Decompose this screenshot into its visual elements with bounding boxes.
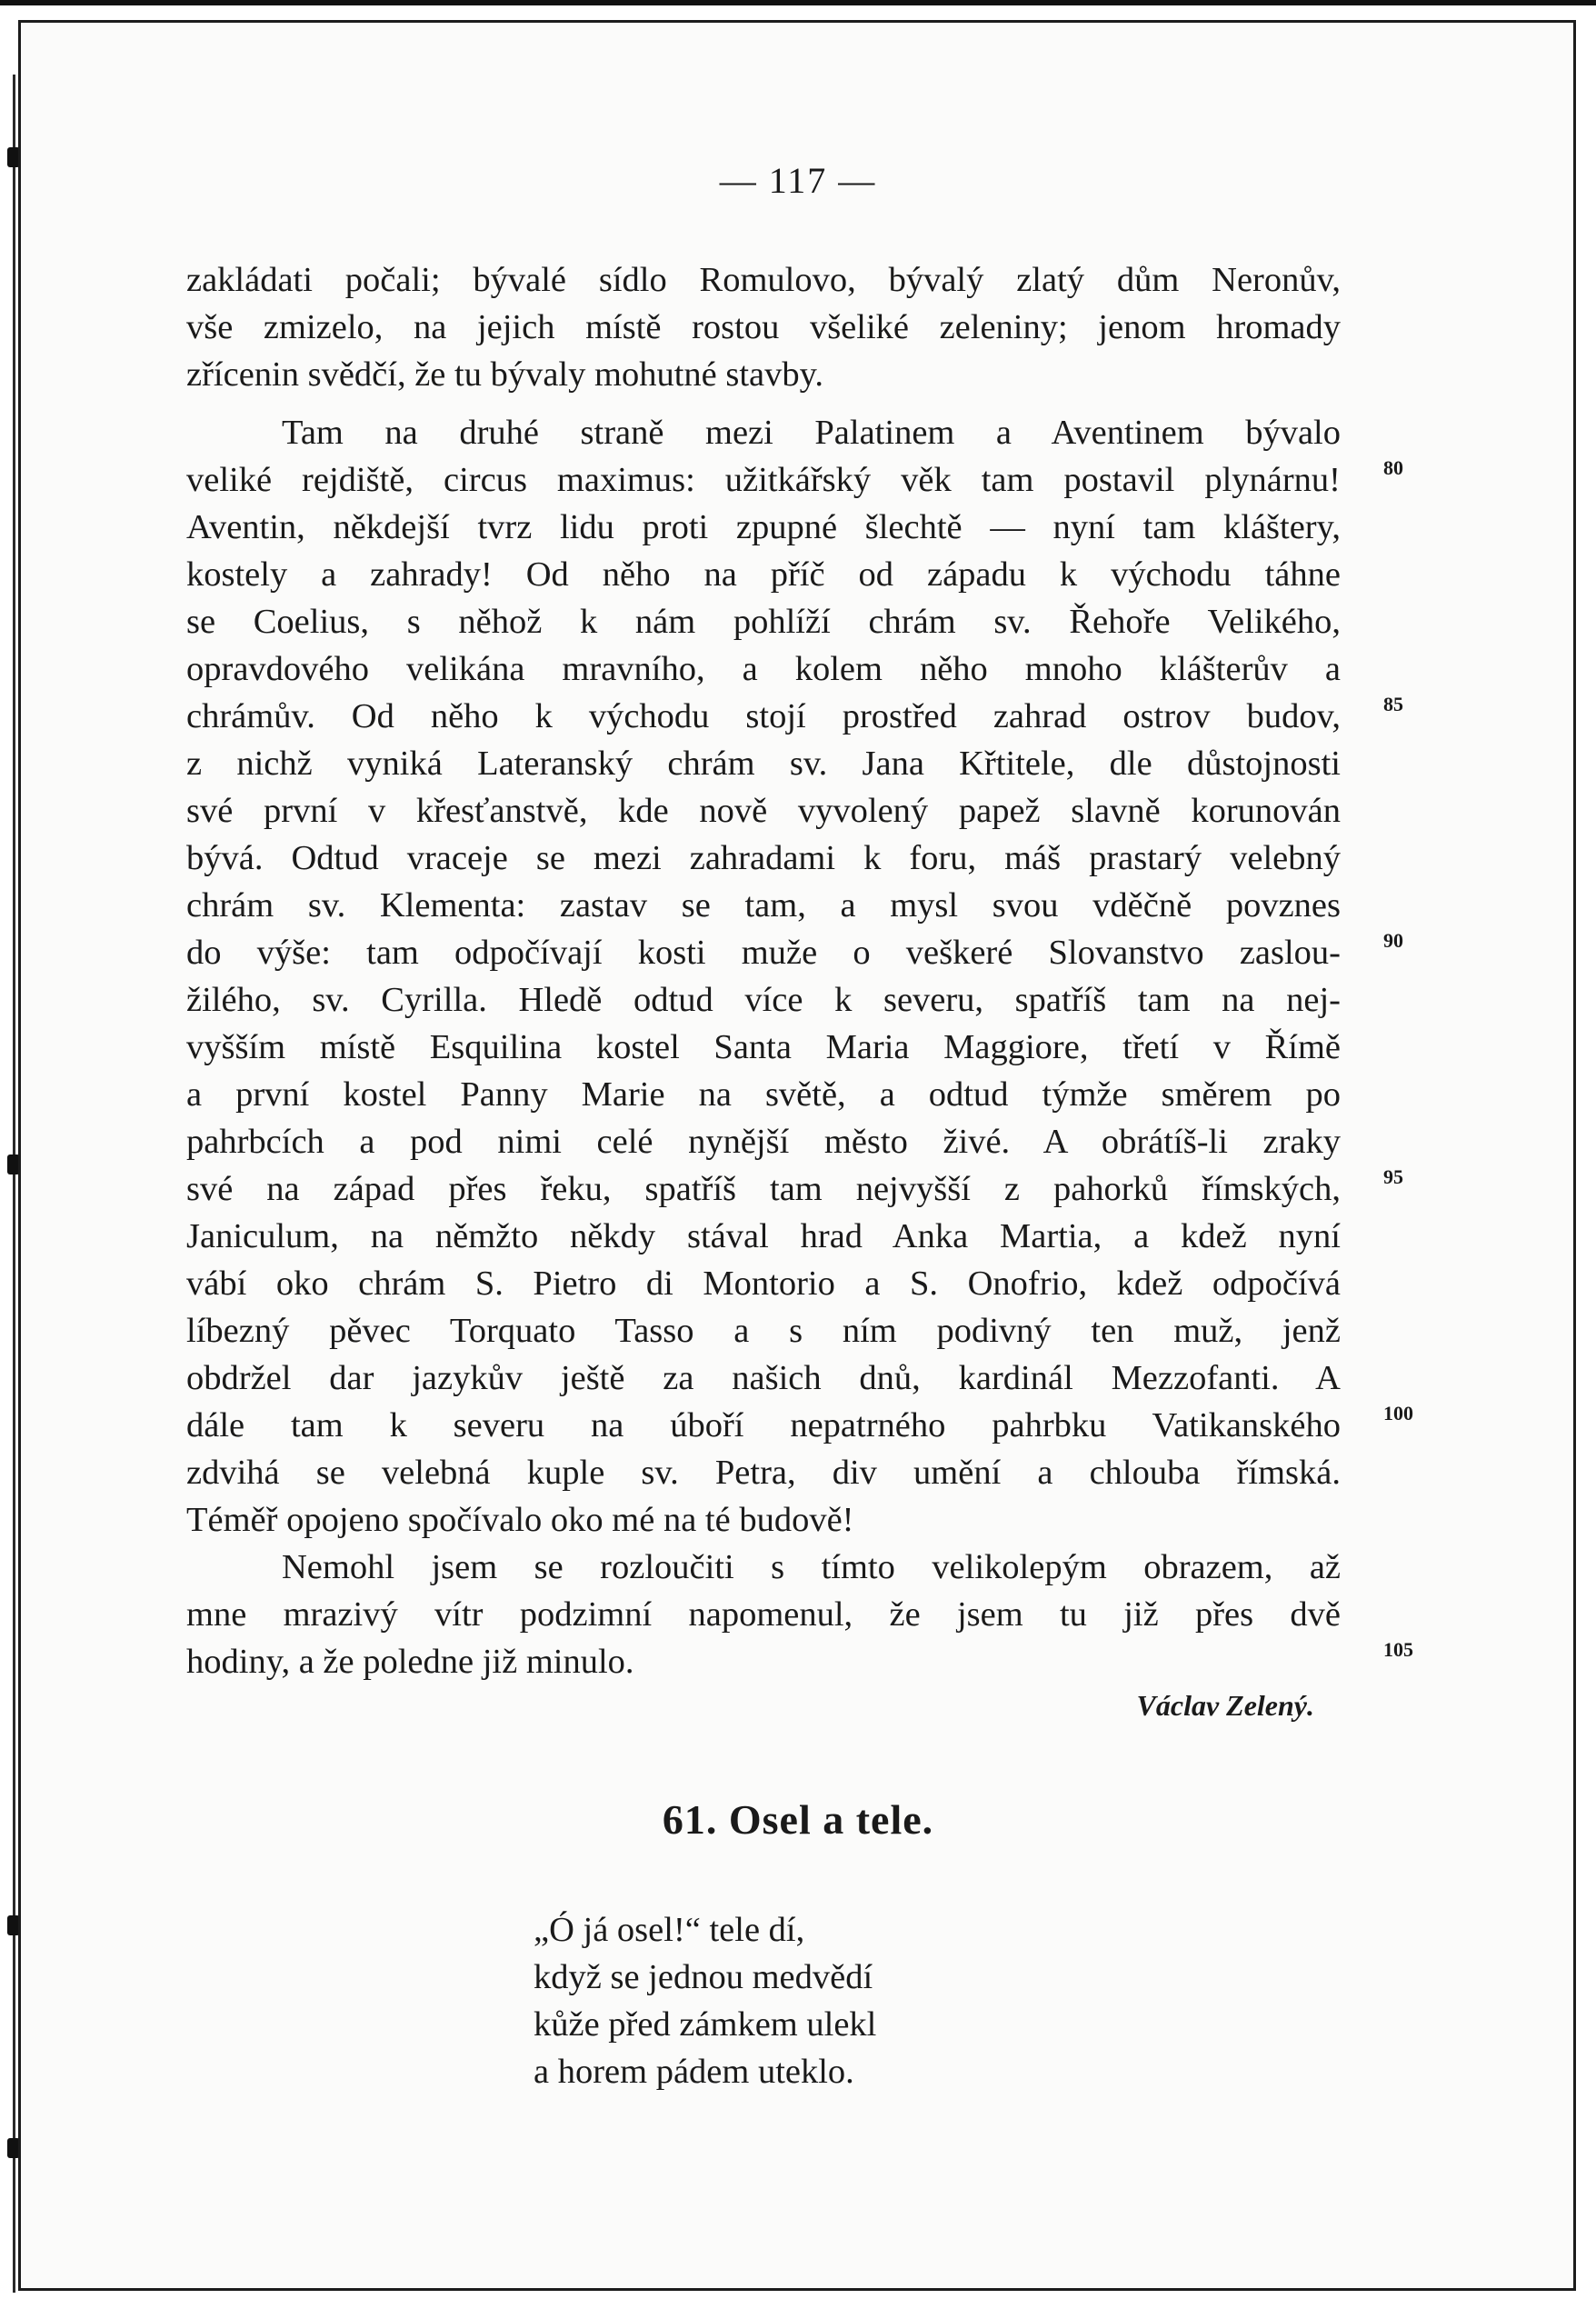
- text-line: z nichž vyniká Lateranský chrám sv. Jana Křtitele, dle důstojnosti: [186, 745, 1341, 783]
- text-line: a první kostel Panny Marie na světě, a odtud týmže směrem po: [186, 1075, 1341, 1114]
- text-line: do výše: tam odpočívají kosti muže o veškeré Slovanstvo zaslou-: [186, 934, 1341, 972]
- text-line: chrám sv. Klementa: zastav se tam, a mysl svou vděčně povznes: [186, 886, 1341, 925]
- page-number: — 117 —: [719, 160, 877, 201]
- poem-line: kůže před zámkem ulekl: [534, 2005, 877, 2044]
- line-number: 95: [1383, 1165, 1403, 1188]
- text-line: líbezný pěvec Torquato Tasso a s ním podivný ten muž, jenž: [186, 1312, 1341, 1350]
- paragraph-3: [186, 1544, 1341, 1685]
- paragraph-1: [186, 256, 1341, 398]
- text-line: zakládati počali; bývalé sídlo Romulovo, bývalý zlatý dům Neronův,: [186, 261, 1341, 299]
- text-line: vyšším místě Esquilina kostel Santa Maria Maggiore, třetí v Římě: [186, 1028, 1341, 1066]
- paragraph-2: [186, 409, 1341, 1544]
- text-line: chrámův. Od něho k východu stojí prostřed zahrad ostrov budov,: [186, 697, 1341, 735]
- page-binding: [0, 20, 18, 2291]
- poem-line: a horem pádem uteklo.: [534, 2053, 854, 2091]
- text-line: kostely a zahrady! Od něho na příč od západu k východu táhne: [186, 555, 1341, 594]
- text-line: žilého, sv. Cyrilla. Hledě odtud více k severu, spatříš tam na nej-: [186, 981, 1341, 1019]
- author-signature: Václav Zelený.: [1136, 1689, 1314, 1722]
- text-line: vše zmizelo, na jejich místě rostou všeliké zeleniny; jenom hromady: [186, 308, 1341, 346]
- text-line: Tam na druhé straně mezi Palatinem a Aventinem bývalo: [282, 414, 1341, 452]
- text-line: Téměř opojeno spočívalo oko mé na té budově!: [186, 1501, 854, 1539]
- text-line: bývá. Odtud vraceje se mezi zahradami k foru, máš prastarý velebný: [186, 839, 1341, 877]
- text-line: veliké rejdiště, circus maximus: užitkářský věk tam postavil plynárnu!: [186, 461, 1341, 499]
- poem-line: když se jednou medvědí: [534, 1958, 873, 1996]
- text-line: zřícenin svědčí, že tu bývaly mohutné stavby.: [186, 355, 823, 394]
- text-line: své na západ přes řeku, spatříš tam nejvyšší z pahorků římských,: [186, 1170, 1341, 1208]
- line-number: 80: [1383, 456, 1403, 479]
- text-line: hodiny, a že poledne již minulo.: [186, 1643, 634, 1681]
- text-line: obdržel dar jazykův ještě za našich dnů, kardinál Mezzofanti. A: [186, 1359, 1341, 1397]
- line-number: 85: [1383, 693, 1403, 715]
- text-line: Nemohl jsem se rozloučiti s tímto velikolepým obrazem, až: [282, 1548, 1341, 1586]
- scan-top-edge: [0, 0, 1596, 20]
- poem: [534, 1905, 876, 2094]
- line-number: 90: [1383, 929, 1403, 952]
- poem-line: „Ó já osel!“ tele dí,: [534, 1911, 805, 1949]
- text-line: své první v křesťanstvě, kde nově vyvolený papež slavně korunován: [186, 792, 1341, 830]
- text-line: dále tam k severu na úboří nepatrného pahrbku Vatikanského: [186, 1406, 1341, 1444]
- text-line: pahrbcích a pod nimi celé nynější město živé. A obrátíš-li zraky: [186, 1123, 1341, 1161]
- text-line: opravdového velikána mravního, a kolem něho mnoho klášterův a: [186, 650, 1341, 688]
- text-line: zdvihá se velebná kuple sv. Petra, div umění a chlouba římská.: [186, 1454, 1341, 1492]
- text-line: vábí oko chrám S. Pietro di Montorio a S. Onofrio, kdež odpočívá: [186, 1264, 1341, 1303]
- text-line: mne mrazivý vítr podzimní napomenul, že jsem tu již přes dvě: [186, 1595, 1341, 1634]
- text-line: se Coelius, s něhož k nám pohlíží chrám sv. Řehoře Velikého,: [186, 603, 1341, 641]
- line-number: 105: [1383, 1638, 1413, 1661]
- binding-line: [13, 75, 15, 2293]
- text-line: Janiculum, na němžto někdy stával hrad Anka Martia, a kdež nyní: [186, 1217, 1341, 1255]
- section-title: 61. Osel a tele.: [662, 1796, 934, 1843]
- line-number: 100: [1383, 1402, 1413, 1424]
- text-line: Aventin, někdejší tvrz lidu proti zpupné šlechtě — nyní tam kláštery,: [186, 508, 1341, 546]
